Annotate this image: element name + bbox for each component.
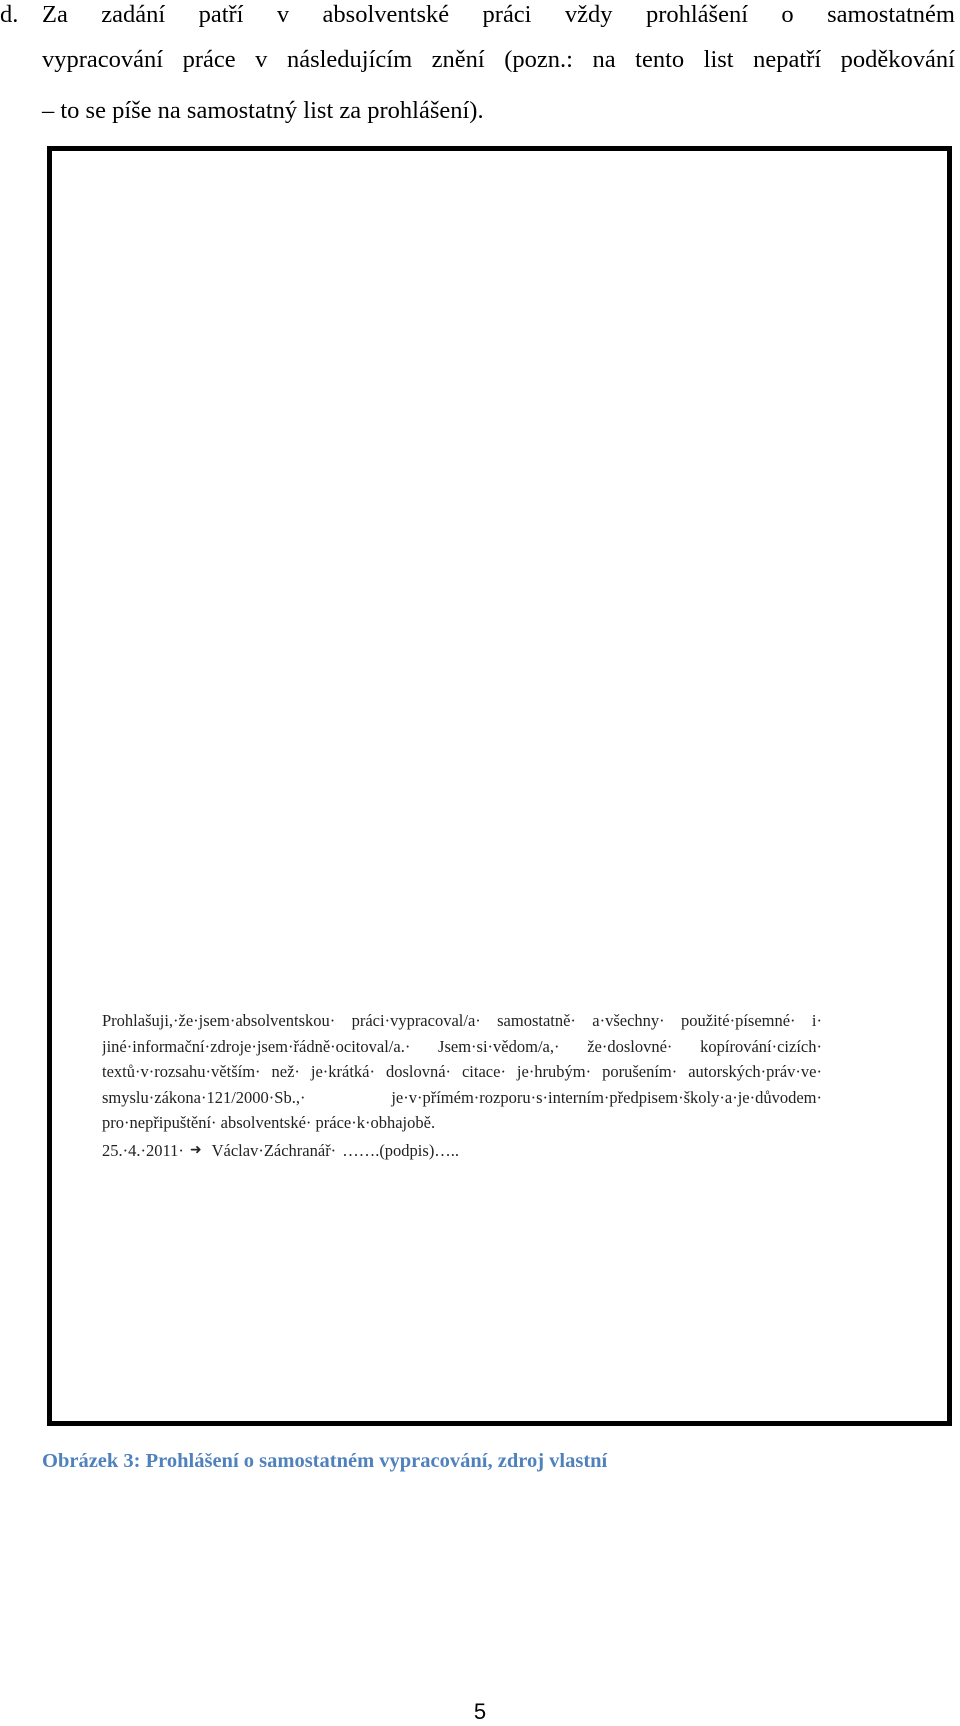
signature-date: 25.·4.·2011· (102, 1141, 184, 1160)
figure-frame (47, 146, 952, 1426)
figure-caption: Obrázek 3: Prohlášení o samostatném vypracování, zdroj vlastní (42, 1450, 608, 1472)
declaration-line: textů·v·rozsahu·větším· než· je·krátká· doslovná· citace· je·hrubým· porušením· autorských·práv·ve· (102, 1062, 822, 1081)
intro-line-1-text: Za zadání patří v absolventské práci vždy prohlášení o samostatném (42, 1, 955, 28)
tab-arrow-icon: ➜ (189, 1143, 202, 1158)
intro-line-1 (0, 0, 955, 30)
signature-name: Václav·Záchranář· (211, 1141, 337, 1160)
declaration-text (102, 1008, 822, 1136)
page-number: 5 (473, 1699, 487, 1724)
list-marker: d. (0, 1, 19, 28)
intro-line-2: vypracování práce v následujícím znění (pozn.: na tento list nepatří poděkování (42, 46, 955, 73)
signature-placeholder: …….(podpis)….. (342, 1141, 460, 1160)
intro-line-3: – to se píše na samostatný list za prohlášení). (42, 97, 484, 124)
declaration-line: jiné·informační·zdroje·jsem·řádně·ocitoval/a.· Jsem·si·vědom/a,· že·doslovné· kopírování·cizích· (102, 1036, 822, 1056)
declaration-line: smyslu·zákona·121/2000·Sb.,· je·v·přímém·rozporu·s·interním·předpisem·školy·a·je·důvodem· (102, 1087, 822, 1107)
declaration-line: Prohlašuji,·že·jsem·absolventskou· práci·vypracoval/a· samostatně· a·všechny· použité·písemné· i· (102, 1011, 822, 1030)
signature-row (102, 1140, 459, 1162)
declaration-line: pro·nepřipuštění· absolventské· práce·k·obhajobě. (102, 1113, 436, 1132)
